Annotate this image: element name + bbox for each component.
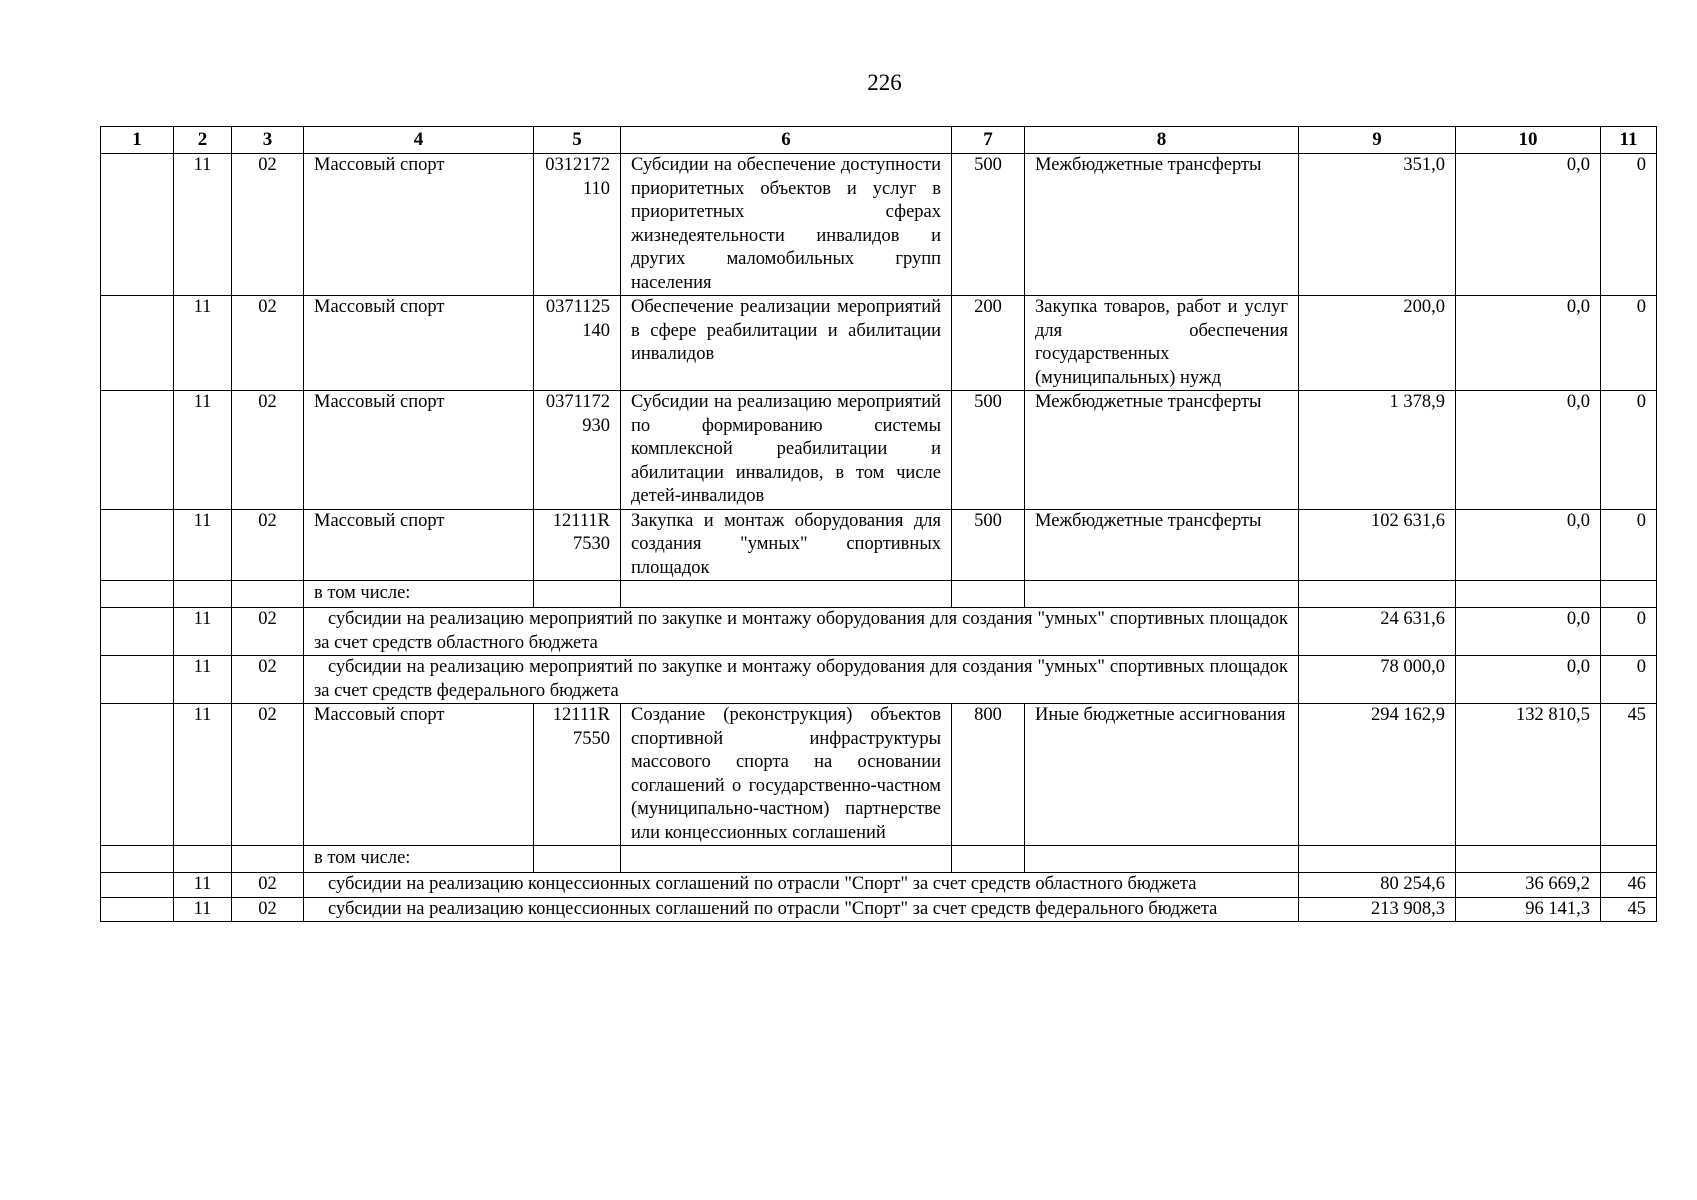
cell-empty (174, 846, 232, 873)
cell-amount: 200,0 (1299, 296, 1456, 391)
cell-section: 11 (174, 656, 232, 704)
cell-amount: 102 631,6 (1299, 509, 1456, 581)
cell-target-code: 0312172110 (534, 154, 621, 296)
cell-section: 11 (174, 296, 232, 391)
cell-empty (101, 608, 174, 656)
cell-empty (534, 581, 621, 608)
cell-empty (1025, 846, 1299, 873)
table-row (101, 704, 1657, 846)
cell-target-code: 0371125140 (534, 296, 621, 391)
cell-expense-type: 800 (952, 704, 1025, 846)
cell-empty (101, 656, 174, 704)
cell-amount: 0,0 (1456, 509, 1601, 581)
cell-amount: 78 000,0 (1299, 656, 1456, 704)
cell-expense-name: Закупка товаров, работ и услуг для обеспечения государственных (муниципальных) нужд (1025, 296, 1299, 391)
table-row-sub (101, 608, 1657, 656)
cell-description: Субсидии на обеспечение доступности приоритетных объектов и услуг в приоритетных сферах жизнедеятельности инвалидов и других маломобильных групп населения (621, 154, 952, 296)
cell-amount: 351,0 (1299, 154, 1456, 296)
cell-empty (1601, 581, 1657, 608)
cell-target-code: 0371172930 (534, 391, 621, 510)
table-row-sub (101, 873, 1657, 898)
table-row (101, 391, 1657, 510)
cell-percent: 0 (1601, 509, 1657, 581)
cell-subsection: 02 (232, 704, 304, 846)
including-row (101, 846, 1657, 873)
cell-empty (621, 846, 952, 873)
cell-name: Массовый спорт (304, 296, 534, 391)
cell-expense-name: Межбюджетные трансферты (1025, 509, 1299, 581)
including-row (101, 581, 1657, 608)
cell-amount: 80 254,6 (1299, 873, 1456, 898)
cell-empty (101, 846, 174, 873)
cell-empty (101, 509, 174, 581)
cell-section: 11 (174, 509, 232, 581)
header-row (101, 127, 1657, 154)
cell-name: Массовый спорт (304, 154, 534, 296)
cell-empty (101, 897, 174, 922)
cell-amount: 24 631,6 (1299, 608, 1456, 656)
cell-percent: 0 (1601, 391, 1657, 510)
cell-empty (232, 846, 304, 873)
col-header: 9 (1299, 127, 1456, 154)
cell-empty (101, 581, 174, 608)
cell-percent: 0 (1601, 656, 1657, 704)
col-header: 7 (952, 127, 1025, 154)
cell-amount: 0,0 (1456, 296, 1601, 391)
cell-subsidy-description: субсидии на реализацию концессионных соглашений по отрасли "Спорт" за счет средств областного бюджета (304, 873, 1299, 898)
cell-percent: 0 (1601, 608, 1657, 656)
cell-amount: 0,0 (1456, 154, 1601, 296)
cell-subsection: 02 (232, 897, 304, 922)
cell-description: Обеспечение реализации мероприятий в сфере реабилитации и абилитации инвалидов (621, 296, 952, 391)
table-row-sub (101, 897, 1657, 922)
cell-expense-type: 200 (952, 296, 1025, 391)
cell-empty (101, 704, 174, 846)
cell-empty (1601, 846, 1657, 873)
cell-amount: 36 669,2 (1456, 873, 1601, 898)
cell-subsection: 02 (232, 873, 304, 898)
cell-empty (952, 581, 1025, 608)
cell-empty (1456, 846, 1601, 873)
cell-amount: 96 141,3 (1456, 897, 1601, 922)
cell-target-code: 12111R7530 (534, 509, 621, 581)
col-header: 2 (174, 127, 232, 154)
cell-subsidy-description: субсидии на реализацию мероприятий по закупке и монтажу оборудования для создания "умных" спортивных площадок за счет средств федерального бюджета (304, 656, 1299, 704)
cell-section: 11 (174, 873, 232, 898)
col-header: 4 (304, 127, 534, 154)
cell-subsection: 02 (232, 391, 304, 510)
cell-amount: 0,0 (1456, 656, 1601, 704)
cell-subsidy-description: субсидии на реализацию концессионных соглашений по отрасли "Спорт" за счет средств федерального бюджета (304, 897, 1299, 922)
cell-amount: 0,0 (1456, 391, 1601, 510)
col-header: 10 (1456, 127, 1601, 154)
cell-empty (101, 154, 174, 296)
cell-amount: 294 162,9 (1299, 704, 1456, 846)
table-row (101, 296, 1657, 391)
cell-empty (101, 873, 174, 898)
table-row-sub (101, 656, 1657, 704)
cell-amount: 132 810,5 (1456, 704, 1601, 846)
cell-percent: 46 (1601, 873, 1657, 898)
budget-table (100, 126, 1657, 922)
cell-subsidy-description: субсидии на реализацию мероприятий по закупке и монтажу оборудования для создания "умных" спортивных площадок за счет средств областного бюджета (304, 608, 1299, 656)
cell-empty (1456, 581, 1601, 608)
cell-empty (101, 296, 174, 391)
cell-empty (952, 846, 1025, 873)
cell-subsection: 02 (232, 608, 304, 656)
cell-including-label: в том числе: (304, 846, 534, 873)
table-row (101, 509, 1657, 581)
cell-percent: 0 (1601, 296, 1657, 391)
cell-target-code: 12111R7550 (534, 704, 621, 846)
cell-expense-type: 500 (952, 391, 1025, 510)
cell-amount: 0,0 (1456, 608, 1601, 656)
cell-name: Массовый спорт (304, 704, 534, 846)
cell-section: 11 (174, 391, 232, 510)
col-header: 11 (1601, 127, 1657, 154)
cell-percent: 0 (1601, 154, 1657, 296)
cell-section: 11 (174, 704, 232, 846)
cell-amount: 1 378,9 (1299, 391, 1456, 510)
col-header: 3 (232, 127, 304, 154)
cell-empty (1299, 846, 1456, 873)
cell-section: 11 (174, 897, 232, 922)
cell-empty (232, 581, 304, 608)
cell-expense-name: Иные бюджетные ассигнования (1025, 704, 1299, 846)
cell-name: Массовый спорт (304, 509, 534, 581)
cell-section: 11 (174, 608, 232, 656)
cell-description: Закупка и монтаж оборудования для создания "умных" спортивных площадок (621, 509, 952, 581)
cell-description: Создание (реконструкция) объектов спортивной инфраструктуры массового спорта на основании соглашений о государственно-частном (муниципально-частном) партнерстве или концессионных соглашений (621, 704, 952, 846)
cell-empty (1025, 581, 1299, 608)
cell-empty (1299, 581, 1456, 608)
page-number: 226 (867, 70, 902, 95)
cell-amount: 213 908,3 (1299, 897, 1456, 922)
cell-subsection: 02 (232, 509, 304, 581)
cell-subsection: 02 (232, 296, 304, 391)
cell-name: Массовый спорт (304, 391, 534, 510)
cell-including-label: в том числе: (304, 581, 534, 608)
cell-expense-type: 500 (952, 154, 1025, 296)
cell-empty (174, 581, 232, 608)
cell-section: 11 (174, 154, 232, 296)
cell-expense-name: Межбюджетные трансферты (1025, 154, 1299, 296)
cell-percent: 45 (1601, 704, 1657, 846)
cell-empty (101, 391, 174, 510)
col-header: 8 (1025, 127, 1299, 154)
col-header: 5 (534, 127, 621, 154)
cell-expense-name: Межбюджетные трансферты (1025, 391, 1299, 510)
cell-subsection: 02 (232, 656, 304, 704)
cell-percent: 45 (1601, 897, 1657, 922)
table-row (101, 154, 1657, 296)
cell-subsection: 02 (232, 154, 304, 296)
cell-description: Субсидии на реализацию мероприятий по формированию системы комплексной реабилитации и абилитации инвалидов, в том числе детей-инвалидов (621, 391, 952, 510)
col-header: 6 (621, 127, 952, 154)
cell-empty (534, 846, 621, 873)
cell-empty (621, 581, 952, 608)
col-header: 1 (101, 127, 174, 154)
cell-expense-type: 500 (952, 509, 1025, 581)
